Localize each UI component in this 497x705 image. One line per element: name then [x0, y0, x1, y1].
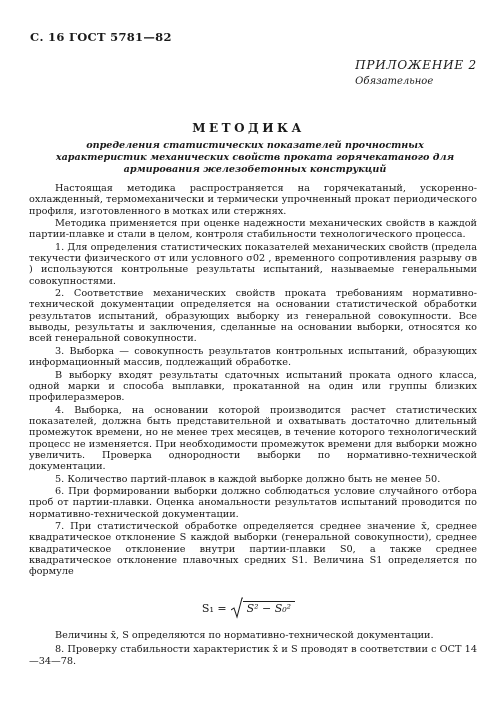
paragraph-scope: Методика применяется при оценке надежности механических свойств в каждой партии-плавке и стали в целом, контроля стабильности технологического процесса.: [29, 218, 477, 241]
paragraph-7: 7. При статистической обработке определяется среднее значение x̄, среднее квадратическое отклонение S каждой выборки (генеральной совокупности), среднее квадратическое отклонение внутри партии-плавки S0, а также среднее квадратическое отклонение плавочных средних S1. Величина S1 определяется по формуле: [29, 520, 477, 578]
document-subtitle: определения статистических показателей прочностных характеристик механических свойств проката горячекатаного для армирования железобетонных конструкций: [55, 140, 455, 176]
paragraph-7-cont: Величины x̄, S определяются по нормативно-технической документации.: [55, 630, 434, 641]
page-header: С. 16 ГОСТ 5781—82: [30, 30, 172, 44]
document-body: [29, 183, 477, 579]
appendix-title: ПРИЛОЖЕНИЕ 2: [355, 58, 477, 72]
paragraph-8: 8. Проверку стабильности характеристик x̄ и S проводят в соответствии с ОСТ 14—34—78.: [29, 644, 477, 667]
radical-sign-icon: [231, 597, 243, 619]
formula-lhs: S₁ =: [201, 601, 227, 615]
paragraph-6: 6. При формировании выборки должно соблюдаться условие случайного отбора проб от партии-плавки. Оценка аномальности результатов испытаний проводится по нормативно-технической документации.: [29, 485, 477, 520]
appendix-subtitle: Обязательное: [355, 76, 434, 87]
paragraph-3-cont: В выборку входят результаты сдаточных испытаний проката одного класса, одной марки и способа выплавки, прокатанной на один или группы близких профилеразмеров.: [29, 369, 477, 404]
paragraph-2: 2. Соответствие механических свойств проката требованиям нормативно-технической документации определяется на основании статистической обработки результатов испытаний, образующих выборку из генеральной совокупности. Все выводы, результаты и заключения, сделанные на основании выборки, относятся ко всей генеральной совокупности.: [29, 288, 477, 345]
paragraph-1: 1. Для определения статистических показателей механических свойств (предела текучести физического σт или условного σ02 , временного сопротивления разрыву σв ) используются контрольные результаты испытаний, называемые генеральными совокупностями.: [29, 241, 477, 287]
paragraph-4: 4. Выборка, на основании которой производится расчет статистических показателей, должна быть представительной и охватывать достаточно длительный промежуток времени, но не менее трех месяцев, в течение которого технологический процесс не изменяется. При необходимости промежуток времени для выборки можно увеличить. Проверка однородности выборки по нормативно-технической документации.: [29, 404, 477, 473]
appendix-label: [355, 58, 477, 87]
formula-radicand: S² − S₀²: [243, 601, 296, 615]
document-body-after-formula: [29, 630, 477, 670]
formula-s1: [0, 596, 497, 620]
paragraph-intro: Настоящая методика распространяется на горячекатаный, ускоренно-охлажденный, термомеханически и термически упрочненный прокат периодического профиля, изготовленного в мотках или стержнях.: [29, 183, 477, 217]
document-title: МЕТОДИКА: [192, 121, 305, 135]
paragraph-5: 5. Количество партий-плавок в каждой выборке должно быть не менее 50.: [55, 473, 441, 485]
paragraph-3: 3. Выборка — совокупность результатов контрольных испытаний, образующих информационный массив, подлежащий обработке.: [29, 345, 477, 369]
sqrt-icon: [231, 597, 296, 619]
